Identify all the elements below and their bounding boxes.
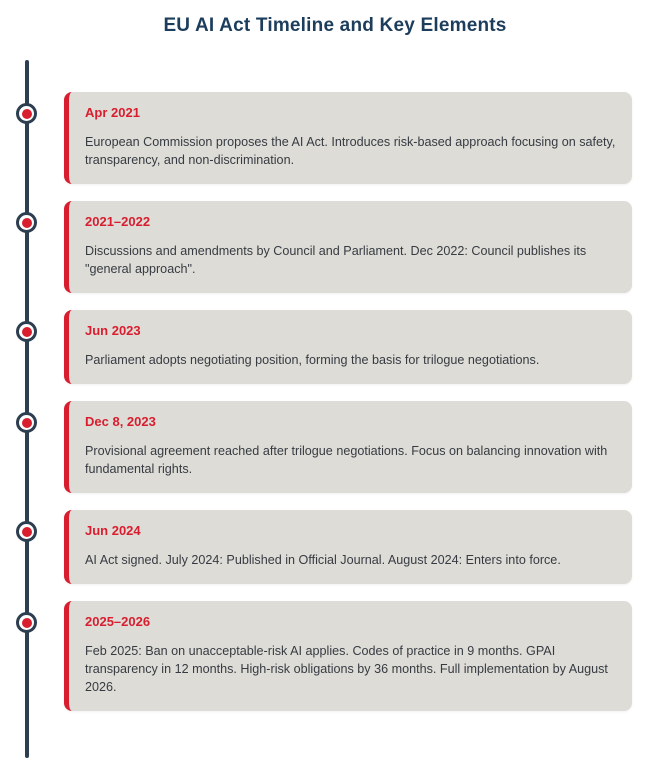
entry-description: AI Act signed. July 2024: Published in Official Journal. August 2024: Enters into force. — [85, 553, 561, 567]
entry-date: 2021–2022 — [85, 214, 151, 229]
marker-dot-icon — [22, 109, 32, 119]
timeline-marker-icon — [16, 412, 37, 433]
timeline-entry — [0, 401, 670, 493]
timeline-marker-icon — [16, 521, 37, 542]
timeline-entry — [0, 201, 670, 293]
entry-date: Apr 2021 — [85, 105, 140, 120]
entry-description: European Commission proposes the AI Act. Introduces risk-based approach focusing on safety, transparency, and non-discrimination. — [85, 135, 616, 167]
entry-date: Jun 2023 — [85, 323, 141, 338]
entry-date: Dec 8, 2023 — [85, 414, 156, 429]
entry-description: Parliament adopts negotiating position, forming the basis for trilogue negotiations. — [85, 353, 540, 367]
page-title: EU AI Act Timeline and Key Elements — [163, 15, 507, 36]
timeline-card — [64, 510, 632, 584]
marker-dot-icon — [22, 418, 32, 428]
entry-description: Discussions and amendments by Council and Parliament. Dec 2022: Council publishes its "general approach". — [85, 244, 587, 276]
timeline-entry — [0, 92, 670, 184]
marker-dot-icon — [22, 218, 32, 228]
timeline-card — [64, 201, 632, 293]
timeline-card — [64, 310, 632, 384]
timeline-card — [64, 601, 632, 711]
marker-dot-icon — [22, 327, 32, 337]
timeline-marker-icon — [16, 212, 37, 233]
timeline — [0, 92, 670, 711]
marker-dot-icon — [22, 618, 32, 628]
entry-description: Feb 2025: Ban on unacceptable-risk AI applies. Codes of practice in 9 months. GPAI transparency in 12 months. High-risk obligations by 36 months. Full implementation by August 2026. — [85, 644, 608, 694]
entry-date: 2025–2026 — [85, 614, 151, 629]
timeline-entry — [0, 510, 670, 584]
timeline-marker-icon — [16, 321, 37, 342]
entry-date: Jun 2024 — [85, 523, 141, 538]
timeline-card — [64, 401, 632, 493]
timeline-card — [64, 92, 632, 184]
timeline-marker-icon — [16, 612, 37, 633]
timeline-entry — [0, 310, 670, 384]
timeline-entry — [0, 601, 670, 711]
marker-dot-icon — [22, 527, 32, 537]
timeline-marker-icon — [16, 103, 37, 124]
entry-description: Provisional agreement reached after trilogue negotiations. Focus on balancing innovation with fundamental rights. — [85, 444, 608, 476]
